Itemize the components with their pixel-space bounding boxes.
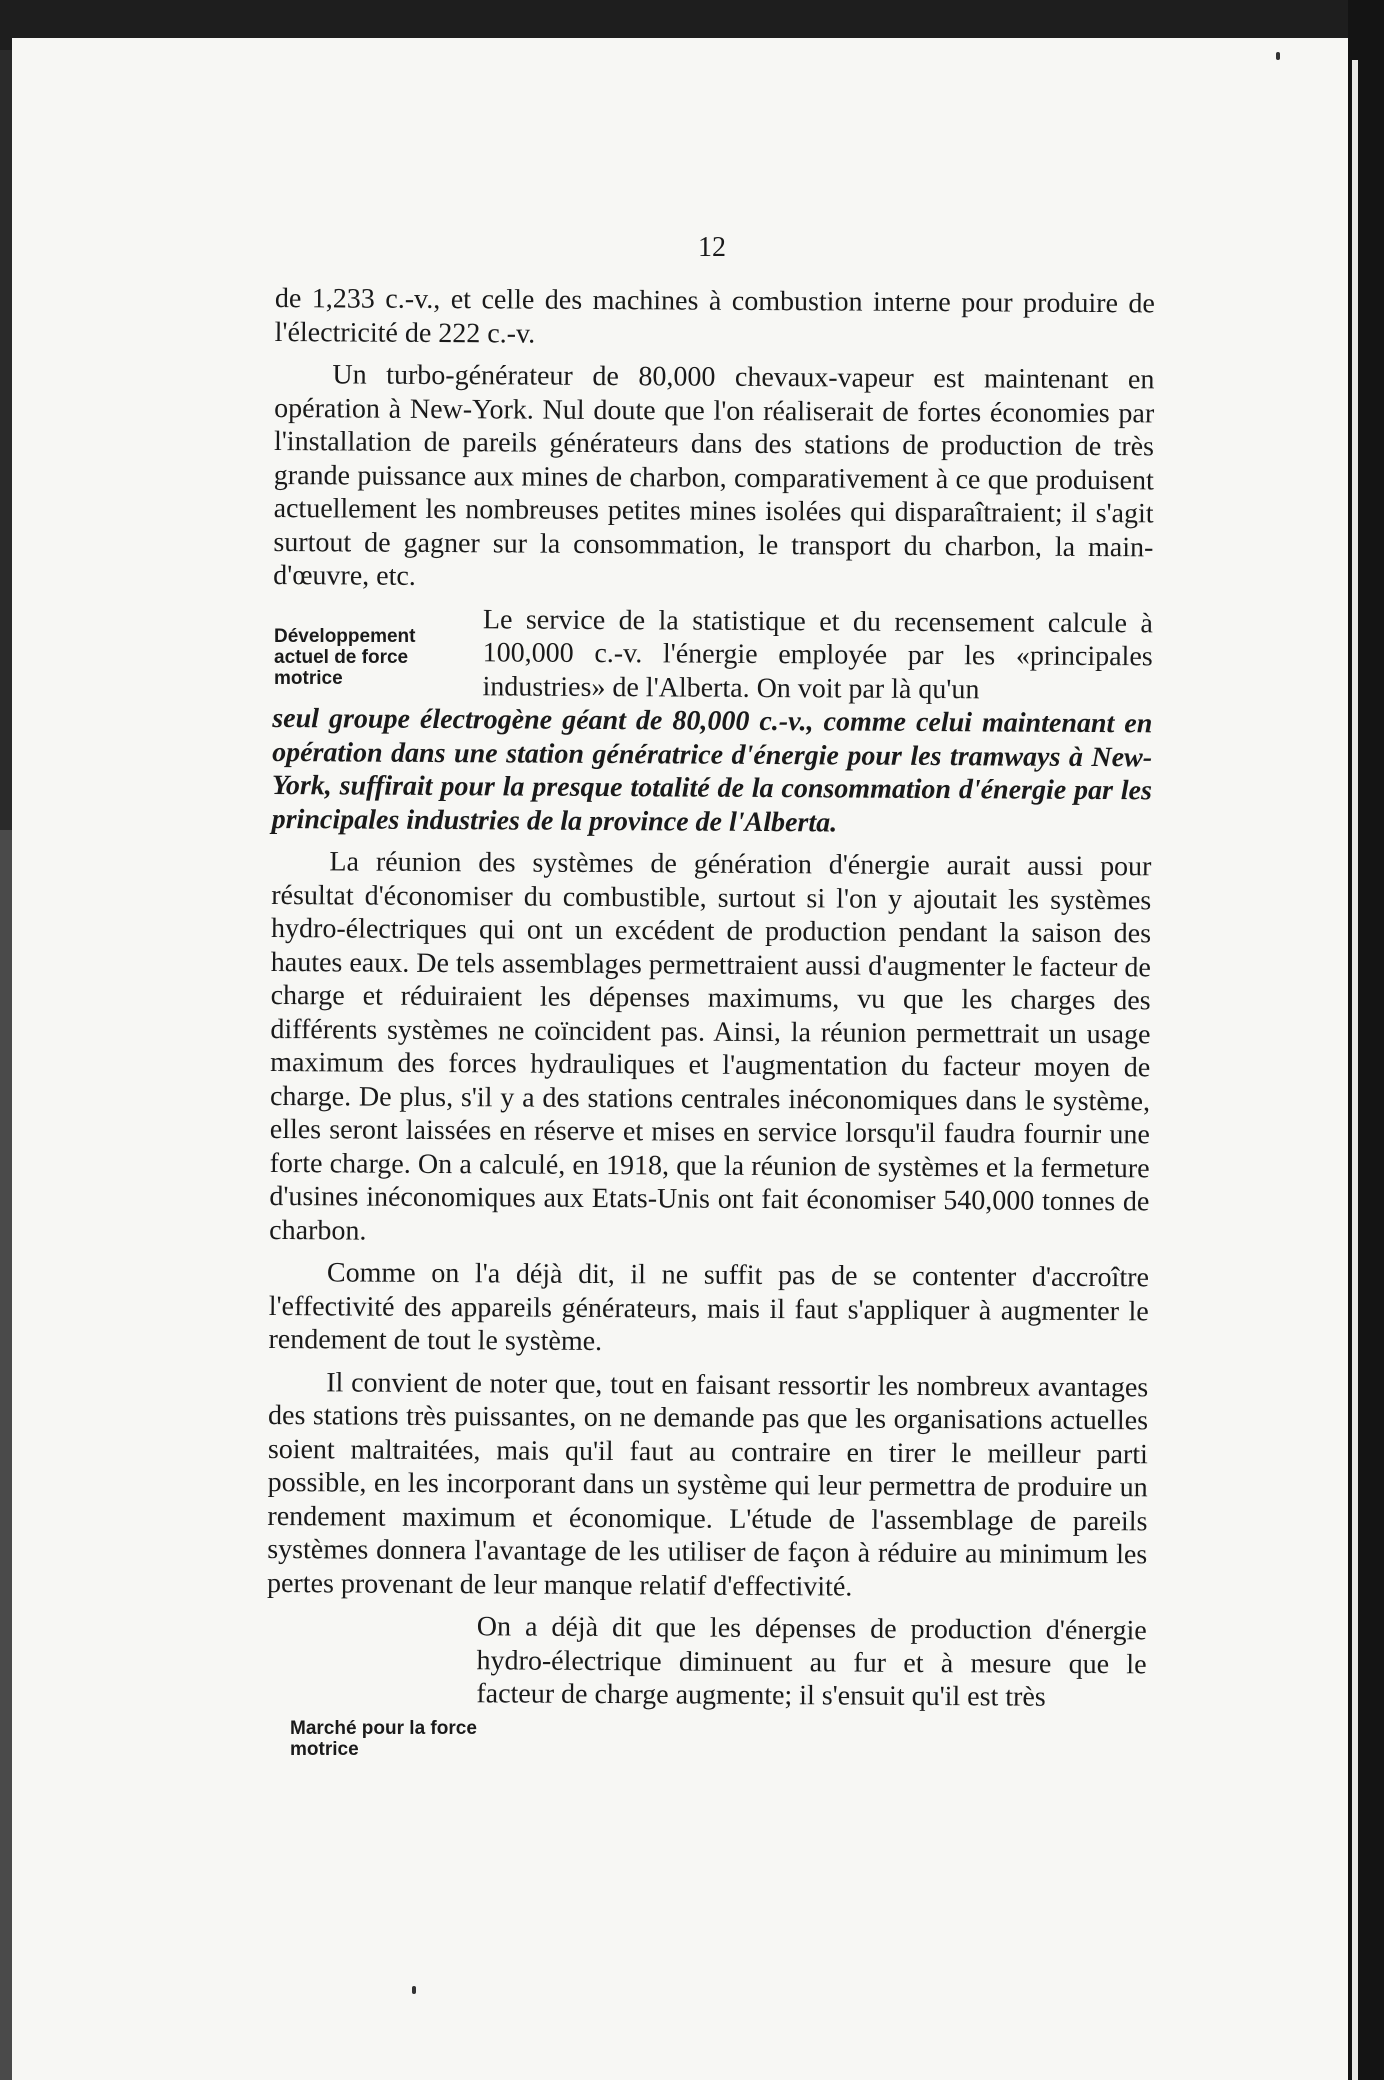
scan-speck (1276, 52, 1280, 60)
section-1-italic: seul groupe électrogène géant de 80,000 c.-v., comme celui maintenant en opération dans une station génératrice d'énergie pour les tramways à New-York, suffirait pour la presque totalité de la consommation d'énergie par les principales industries de la province de l'Alberta. (271, 702, 1153, 838)
section-1-text: Le service de la statistique et du recensement calcule à 100,000 c.-v. l'énergie employée par les «principales industries» de l'Alberta. On voit par là qu'un (482, 603, 1154, 705)
body-text (266, 282, 1155, 1724)
margin-note-marche: Marché pour la force motrice (290, 1718, 477, 1760)
scan-speck (412, 1986, 416, 1994)
scan-left-shadow (0, 830, 12, 2080)
paragraph: Un turbo-générateur de 80,000 chevaux-vapeur est maintenant en opération à New-York. Nul doute que l'on réaliserait de fortes économies par l'installation de pareils générateurs dans des stations de production de très grande puissance aux mines de charbon, comparativement à ce que produisent actuellement les nombreuses petites mines isolées qui disparaîtraient; il s'agit surtout de gagner sur la consommation, le transport du charbon, la main-d'œuvre, etc. (273, 359, 1155, 592)
paragraph-section-2: On a déjà dit que les dépenses de production d'énergie hydro-électrique diminuent au fur et à mesure que le facteur de charge augmente; il s'ensuit qu'il est très (476, 1611, 1147, 1713)
paragraph: de 1,233 c.-v., et celle des machines à combustion interne pour produire de l'électricité de 222 c.-v. (274, 282, 1155, 350)
next-page-edge (1352, 60, 1358, 2080)
page-number: 12 (698, 232, 726, 263)
margin-note-developpement: Développement actuel de force motrice (274, 626, 416, 689)
paragraph: Il convient de noter que, tout en faisant ressortir les nombreux avantages des stations très puissantes, on ne demande pas que les organisations actuelles soient maltraitées, mais qu'il faut au contraire en tirer le meilleur parti possible, en les incorporant dans un système qui leur permettra de produire un rendement maximum et économique. L'étude de l'assemblage de pareils systèmes donnera l'avantage de les utiliser de façon à réduire au minimum les pertes provenant de leur manque relatif d'effectivité. (266, 1366, 1149, 1603)
paragraph: Comme on l'a déjà dit, il ne suffit pas de se contenter d'accroître l'effectivité des appareils générateurs, mais il faut s'appliquer à augmenter le rendement de tout le système. (268, 1257, 1150, 1358)
paragraph: La réunion des systèmes de génération d'énergie aurait aussi pour résultat d'économiser du combustible, surtout si l'on y ajoutait les systèmes hydro-électriques qui ont un excédent de production pendant la saison des hautes eaux. De tels assemblages permettraient aussi d'augmenter le facteur de charge et réduiraient les dépenses maximums, vu que les charges des différents systèmes ne coïncident pas. Ainsi, la réunion permettrait un usage maximum des forces hydrauliques et l'augmentation du facteur moyen de charge. De plus, s'il y a des stations centrales inéconomiques dans le système, elles seront laissées en réserve et mises en service lorsqu'il faudra fournir une forte charge. On a calculé, en 1918, que la réunion de systèmes et la fermeture d'usines inéconomiques aux Etats-Unis ont fait économiser 540,000 tonnes de charbon. (269, 846, 1152, 1247)
